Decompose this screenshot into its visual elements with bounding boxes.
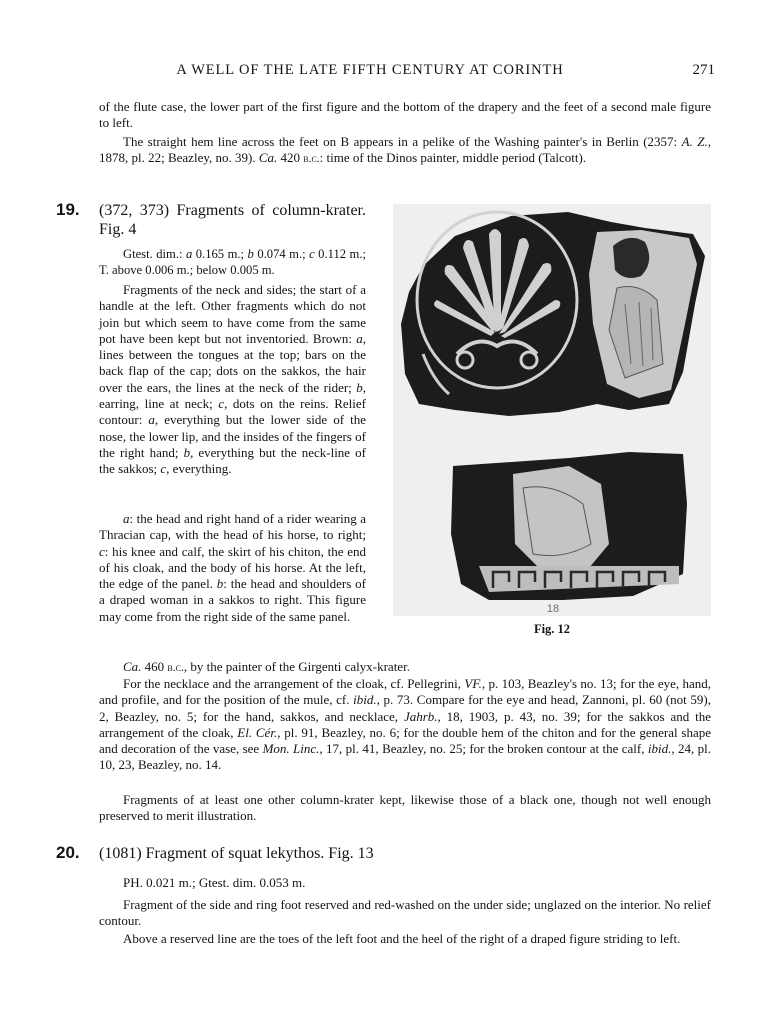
figure-caption: Fig. 12	[533, 622, 571, 636]
running-title: A WELL OF THE LATE FIFTH CENTURY AT CORINTH	[176, 62, 564, 78]
entry-20-paragraph-2: Above a reserved line are the toes of the left foot and the heel of the right of a draped figure striding to left.	[123, 931, 681, 946]
entry-20-paragraph-1: Fragment of the side and ring foot reserved and red-washed on the under side; unglazed on the interior. No relief contour.	[99, 897, 711, 929]
plate-number: 18	[546, 603, 560, 615]
entry-19-dimensions: Gtest. dim.: a 0.165 m.; b 0.074 m.; c 0.112 m.; T. above 0.006 m.; below 0.005 m.	[99, 247, 366, 278]
page-number: 271	[692, 62, 715, 78]
entry-19-other-fragments: Fragments of at least one other column-krater kept, likewise those of a black one, though not well enough preserved to merit illustration.	[99, 792, 711, 824]
entry-19-date: Ca. 460 b.c., by the painter of the Girgenti calyx-krater.	[123, 659, 410, 674]
entry-19-number: 19.	[56, 200, 80, 219]
entry-19-references: For the necklace and the arrangement of the cloak, cf. Pellegrini, VF., p. 103, Beazley's no. 13; for the eye, hand, and profile, and for the position of the mule, cf. ibid., p. 73. Compare for the eye and head, Zannoni, pl. 60 (not 59), 2, Beazley, no. 5; for the hand, sakkos, and necklace, Jahrb., 18, 1903, p. 43, no. 39; for the sakkos and the arrangement of the cloak, El. Cér., pl. 91, Beazley, no. 6; for the double hem of the chiton and for the general shape and decoration of the vase, see Mon. Linc., 17, pl. 41, Beazley, no. 25; for the broken contour at the calf, ibid., 24, pl. 10, 23, Beazley, no. 14.	[99, 676, 712, 773]
intro-paragraph-2: The straight hem line across the feet on B appears in a pelike of the Washing painter's in Berlin (2357: A. Z., 1878, pl. 22; Beazley, no. 39). Ca. 420 b.c.: time of the Dinos painter, middle period (Talcott).	[99, 134, 711, 166]
entry-20-dimensions: PH. 0.021 m.; Gtest. dim. 0.053 m.	[123, 875, 306, 890]
entry-19-subject: a: the head and right hand of a rider wearing a Thracian cap, with the head of his horse, to right; c: his knee and calf, the skirt of his chiton, the end of his cloak, and the body of his horse. At the left, the edge of the panel. b: the head and shoulders of a draped woman in a sakkos to right. This figure may come from the right side of the same panel.	[99, 511, 366, 624]
entry-19-description: Fragments of the neck and sides; the start of a handle at the left. Other fragments which do not join but which seem to have come from the same pot have been kept but not inventoried. Brown: a, lines between the tongues at the top; bars on the back flap of the cap; dots on the sakkos, the hair over the ears, the lines at the neck of the rider; b, earring, line at neck; c, dots on the reins. Relief contour: a, everything but the lower side of the nose, the lower lip, and the insides of the fingers of the right hand; b, everything but the neck-line of the sakkos; c, everything.	[99, 282, 366, 477]
intro-paragraph-1: of the flute case, the lower part of the first figure and the bottom of the drapery and the feet of a second male figure to left.	[99, 99, 711, 131]
figure-head	[613, 238, 649, 278]
figure-12-plate	[393, 204, 711, 616]
entry-20-number: 20.	[56, 843, 80, 862]
entry-19-title: (372, 373) Fragments of column-krater. Fig. 4	[99, 202, 366, 238]
running-header	[0, 62, 775, 82]
krater-fragments-photo	[393, 204, 711, 616]
entry-20-title: (1081) Fragment of squat lekythos. Fig. 13	[99, 845, 374, 862]
